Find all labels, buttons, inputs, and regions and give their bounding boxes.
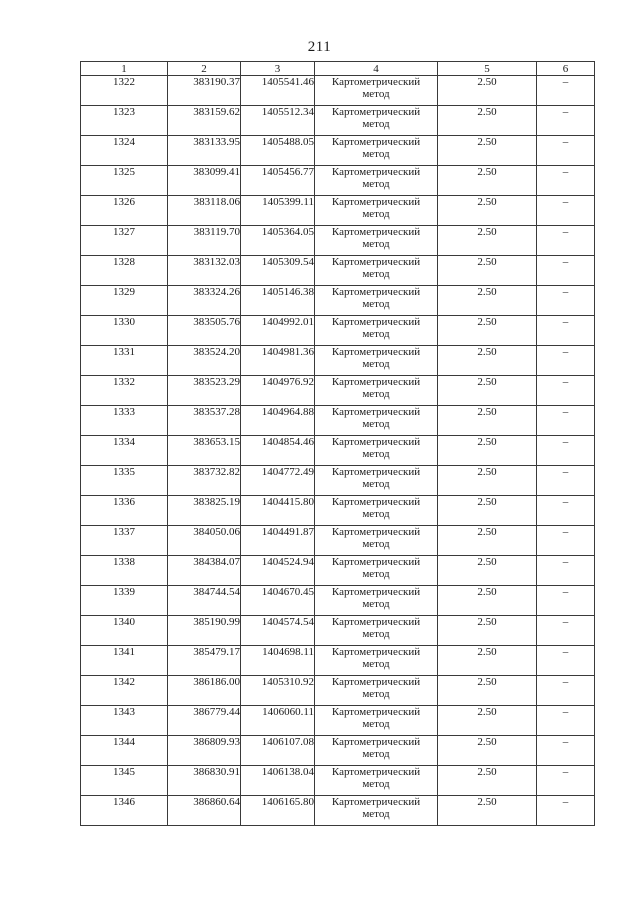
note-dash: –: [537, 466, 595, 496]
point-number: 1334: [81, 436, 168, 466]
note-dash: –: [537, 136, 595, 166]
coordinate-x: 383524.20: [168, 346, 241, 376]
method-line-2: метод: [362, 148, 390, 160]
method-line-1: Картометрический: [331, 706, 421, 718]
coordinate-x: 386830.91: [168, 766, 241, 796]
note-dash: –: [537, 706, 595, 736]
method-line-1: Картометрический: [331, 766, 421, 778]
method-cell: [315, 616, 438, 646]
coordinate-y: 1405309.54: [241, 256, 315, 286]
header-col-2: 2: [168, 62, 241, 76]
accuracy-value: 2.50: [438, 346, 537, 376]
point-number: 1335: [81, 466, 168, 496]
coordinate-y: 1405512.34: [241, 106, 315, 136]
method-line-1: Картометрический: [331, 196, 421, 208]
point-number: 1342: [81, 676, 168, 706]
point-number: 1330: [81, 316, 168, 346]
note-dash: –: [537, 556, 595, 586]
table-row: [81, 706, 595, 736]
point-number: 1346: [81, 796, 168, 826]
method-line-2: метод: [362, 568, 390, 580]
method-cell: [315, 796, 438, 826]
note-dash: –: [537, 436, 595, 466]
method-line-2: метод: [362, 328, 390, 340]
method-line-2: метод: [362, 418, 390, 430]
method-line-2: метод: [362, 508, 390, 520]
method-line-1: Картометрический: [331, 586, 421, 598]
coordinate-y: 1404491.87: [241, 526, 315, 556]
coordinate-y: 1404992.01: [241, 316, 315, 346]
method-line-2: метод: [362, 688, 390, 700]
point-number: 1327: [81, 226, 168, 256]
method-line-1: Картометрический: [331, 226, 421, 238]
method-cell: [315, 106, 438, 136]
coordinate-x: 383132.03: [168, 256, 241, 286]
method-cell: [315, 736, 438, 766]
coordinate-y: 1404524.94: [241, 556, 315, 586]
coordinate-x: 383119.70: [168, 226, 241, 256]
method-line-1: Картометрический: [331, 376, 421, 388]
coordinate-x: 386809.93: [168, 736, 241, 766]
method-cell: [315, 586, 438, 616]
table-row: [81, 496, 595, 526]
note-dash: –: [537, 736, 595, 766]
note-dash: –: [537, 106, 595, 136]
coordinate-y: 1404772.49: [241, 466, 315, 496]
coordinate-x: 383118.06: [168, 196, 241, 226]
point-number: 1324: [81, 136, 168, 166]
table-row: [81, 646, 595, 676]
method-cell: [315, 406, 438, 436]
coordinate-y: 1404670.45: [241, 586, 315, 616]
method-line-1: Картометрический: [331, 436, 421, 448]
method-line-2: метод: [362, 718, 390, 730]
accuracy-value: 2.50: [438, 196, 537, 226]
note-dash: –: [537, 796, 595, 826]
method-line-1: Картометрический: [331, 256, 421, 268]
accuracy-value: 2.50: [438, 706, 537, 736]
method-line-1: Картометрический: [331, 616, 421, 628]
accuracy-value: 2.50: [438, 766, 537, 796]
coordinate-x: 386779.44: [168, 706, 241, 736]
method-line-2: метод: [362, 358, 390, 370]
method-line-2: метод: [362, 448, 390, 460]
table-row: [81, 226, 595, 256]
table-row: [81, 376, 595, 406]
table-body: [81, 76, 595, 826]
accuracy-value: 2.50: [438, 676, 537, 706]
method-cell: [315, 646, 438, 676]
method-cell: [315, 166, 438, 196]
point-number: 1326: [81, 196, 168, 226]
coordinate-y: 1404574.54: [241, 616, 315, 646]
method-cell: [315, 496, 438, 526]
method-line-1: Картометрический: [331, 286, 421, 298]
coordinate-y: 1405541.46: [241, 76, 315, 106]
table-row: [81, 556, 595, 586]
table-row: [81, 766, 595, 796]
note-dash: –: [537, 196, 595, 226]
point-number: 1340: [81, 616, 168, 646]
page-number: 211: [307, 39, 332, 55]
table-row: [81, 466, 595, 496]
header-col-6: 6: [537, 62, 595, 76]
method-cell: [315, 676, 438, 706]
method-line-2: метод: [362, 178, 390, 190]
table-row: [81, 526, 595, 556]
coordinate-y: 1404976.92: [241, 376, 315, 406]
accuracy-value: 2.50: [438, 646, 537, 676]
table-row: [81, 256, 595, 286]
coordinate-x: 386860.64: [168, 796, 241, 826]
method-cell: [315, 466, 438, 496]
coordinate-x: 383190.37: [168, 76, 241, 106]
note-dash: –: [537, 406, 595, 436]
coordinate-y: 1405146.38: [241, 286, 315, 316]
accuracy-value: 2.50: [438, 166, 537, 196]
accuracy-value: 2.50: [438, 136, 537, 166]
method-line-2: метод: [362, 748, 390, 760]
point-number: 1343: [81, 706, 168, 736]
accuracy-value: 2.50: [438, 76, 537, 106]
coordinate-x: 383324.26: [168, 286, 241, 316]
method-cell: [315, 76, 438, 106]
coordinate-x: 384744.54: [168, 586, 241, 616]
coordinate-y: 1405456.77: [241, 166, 315, 196]
header-col-1: 1: [81, 62, 168, 76]
accuracy-value: 2.50: [438, 406, 537, 436]
accuracy-value: 2.50: [438, 796, 537, 826]
point-number: 1336: [81, 496, 168, 526]
method-line-1: Картометрический: [331, 796, 421, 808]
method-line-1: Картометрический: [331, 496, 421, 508]
point-number: 1339: [81, 586, 168, 616]
method-line-2: метод: [362, 538, 390, 550]
table-row: [81, 436, 595, 466]
note-dash: –: [537, 166, 595, 196]
coordinate-x: 383523.29: [168, 376, 241, 406]
method-line-2: метод: [362, 628, 390, 640]
accuracy-value: 2.50: [438, 736, 537, 766]
method-line-2: метод: [362, 118, 390, 130]
method-cell: [315, 226, 438, 256]
coordinate-y: 1406060.11: [241, 706, 315, 736]
coordinate-y: 1406165.80: [241, 796, 315, 826]
coordinate-y: 1406107.08: [241, 736, 315, 766]
method-line-2: метод: [362, 808, 390, 820]
method-cell: [315, 286, 438, 316]
method-cell: [315, 706, 438, 736]
coordinate-x: 384050.06: [168, 526, 241, 556]
method-cell: [315, 376, 438, 406]
method-line-1: Картометрический: [331, 316, 421, 328]
coordinate-x: 383133.95: [168, 136, 241, 166]
accuracy-value: 2.50: [438, 376, 537, 406]
coordinate-x: 385479.17: [168, 646, 241, 676]
coordinate-x: 383653.15: [168, 436, 241, 466]
point-number: 1323: [81, 106, 168, 136]
coordinate-x: 383537.28: [168, 406, 241, 436]
method-line-2: метод: [362, 298, 390, 310]
point-number: 1329: [81, 286, 168, 316]
method-cell: [315, 316, 438, 346]
accuracy-value: 2.50: [438, 316, 537, 346]
coordinate-y: 1405488.05: [241, 136, 315, 166]
accuracy-value: 2.50: [438, 496, 537, 526]
method-line-1: Картометрический: [331, 106, 421, 118]
table-header: [81, 62, 595, 76]
coordinates-table: [80, 61, 595, 826]
method-line-2: метод: [362, 388, 390, 400]
point-number: 1322: [81, 76, 168, 106]
method-line-1: Картометрический: [331, 676, 421, 688]
coordinate-y: 1405364.05: [241, 226, 315, 256]
note-dash: –: [537, 256, 595, 286]
table-row: [81, 616, 595, 646]
method-line-2: метод: [362, 88, 390, 100]
coordinate-y: 1404698.11: [241, 646, 315, 676]
accuracy-value: 2.50: [438, 256, 537, 286]
method-line-2: метод: [362, 268, 390, 280]
method-cell: [315, 526, 438, 556]
point-number: 1328: [81, 256, 168, 286]
method-line-1: Картометрический: [331, 646, 421, 658]
note-dash: –: [537, 226, 595, 256]
coordinate-x: 384384.07: [168, 556, 241, 586]
coordinate-y: 1404415.80: [241, 496, 315, 526]
coordinate-y: 1404854.46: [241, 436, 315, 466]
method-cell: [315, 196, 438, 226]
coordinate-y: 1406138.04: [241, 766, 315, 796]
header-row: [81, 62, 595, 76]
header-col-3: 3: [241, 62, 315, 76]
point-number: 1325: [81, 166, 168, 196]
note-dash: –: [537, 346, 595, 376]
method-line-1: Картометрический: [331, 166, 421, 178]
coordinate-x: 386186.00: [168, 676, 241, 706]
coordinate-x: 385190.99: [168, 616, 241, 646]
table-row: [81, 796, 595, 826]
note-dash: –: [537, 766, 595, 796]
point-number: 1344: [81, 736, 168, 766]
table-row: [81, 196, 595, 226]
coordinate-x: 383732.82: [168, 466, 241, 496]
coordinate-x: 383159.62: [168, 106, 241, 136]
accuracy-value: 2.50: [438, 556, 537, 586]
point-number: 1331: [81, 346, 168, 376]
note-dash: –: [537, 676, 595, 706]
method-line-1: Картометрический: [331, 346, 421, 358]
coordinate-y: 1404981.36: [241, 346, 315, 376]
note-dash: –: [537, 496, 595, 526]
method-line-1: Картометрический: [331, 466, 421, 478]
accuracy-value: 2.50: [438, 586, 537, 616]
coordinate-x: 383505.76: [168, 316, 241, 346]
point-number: 1332: [81, 376, 168, 406]
coordinate-x: 383099.41: [168, 166, 241, 196]
method-cell: [315, 346, 438, 376]
table-row: [81, 286, 595, 316]
table-row: [81, 166, 595, 196]
table-row: [81, 106, 595, 136]
note-dash: –: [537, 376, 595, 406]
table-row: [81, 346, 595, 376]
accuracy-value: 2.50: [438, 226, 537, 256]
method-cell: [315, 256, 438, 286]
method-line-2: метод: [362, 658, 390, 670]
coordinate-x: 383825.19: [168, 496, 241, 526]
method-line-2: метод: [362, 778, 390, 790]
note-dash: –: [537, 286, 595, 316]
coordinate-y: 1405399.11: [241, 196, 315, 226]
note-dash: –: [537, 616, 595, 646]
coordinate-y: 1405310.92: [241, 676, 315, 706]
method-line-1: Картометрический: [331, 556, 421, 568]
note-dash: –: [537, 316, 595, 346]
table-row: [81, 136, 595, 166]
method-line-1: Картометрический: [331, 136, 421, 148]
point-number: 1333: [81, 406, 168, 436]
method-line-2: метод: [362, 598, 390, 610]
table-row: [81, 316, 595, 346]
table-row: [81, 406, 595, 436]
accuracy-value: 2.50: [438, 616, 537, 646]
accuracy-value: 2.50: [438, 436, 537, 466]
method-line-1: Картометрический: [331, 526, 421, 538]
point-number: 1337: [81, 526, 168, 556]
coordinate-y: 1404964.88: [241, 406, 315, 436]
method-cell: [315, 766, 438, 796]
accuracy-value: 2.50: [438, 466, 537, 496]
note-dash: –: [537, 526, 595, 556]
method-line-2: метод: [362, 208, 390, 220]
table-row: [81, 76, 595, 106]
note-dash: –: [537, 76, 595, 106]
table-row: [81, 676, 595, 706]
method-cell: [315, 436, 438, 466]
method-line-1: Картометрический: [331, 406, 421, 418]
method-line-2: метод: [362, 478, 390, 490]
accuracy-value: 2.50: [438, 526, 537, 556]
accuracy-value: 2.50: [438, 286, 537, 316]
note-dash: –: [537, 586, 595, 616]
table-row: [81, 736, 595, 766]
point-number: 1341: [81, 646, 168, 676]
table-row: [81, 586, 595, 616]
point-number: 1338: [81, 556, 168, 586]
method-cell: [315, 136, 438, 166]
method-line-1: Картометрический: [331, 76, 421, 88]
header-col-4: 4: [315, 62, 438, 76]
header-col-5: 5: [438, 62, 537, 76]
method-line-1: Картометрический: [331, 736, 421, 748]
point-number: 1345: [81, 766, 168, 796]
method-line-2: метод: [362, 238, 390, 250]
accuracy-value: 2.50: [438, 106, 537, 136]
note-dash: –: [537, 646, 595, 676]
method-cell: [315, 556, 438, 586]
